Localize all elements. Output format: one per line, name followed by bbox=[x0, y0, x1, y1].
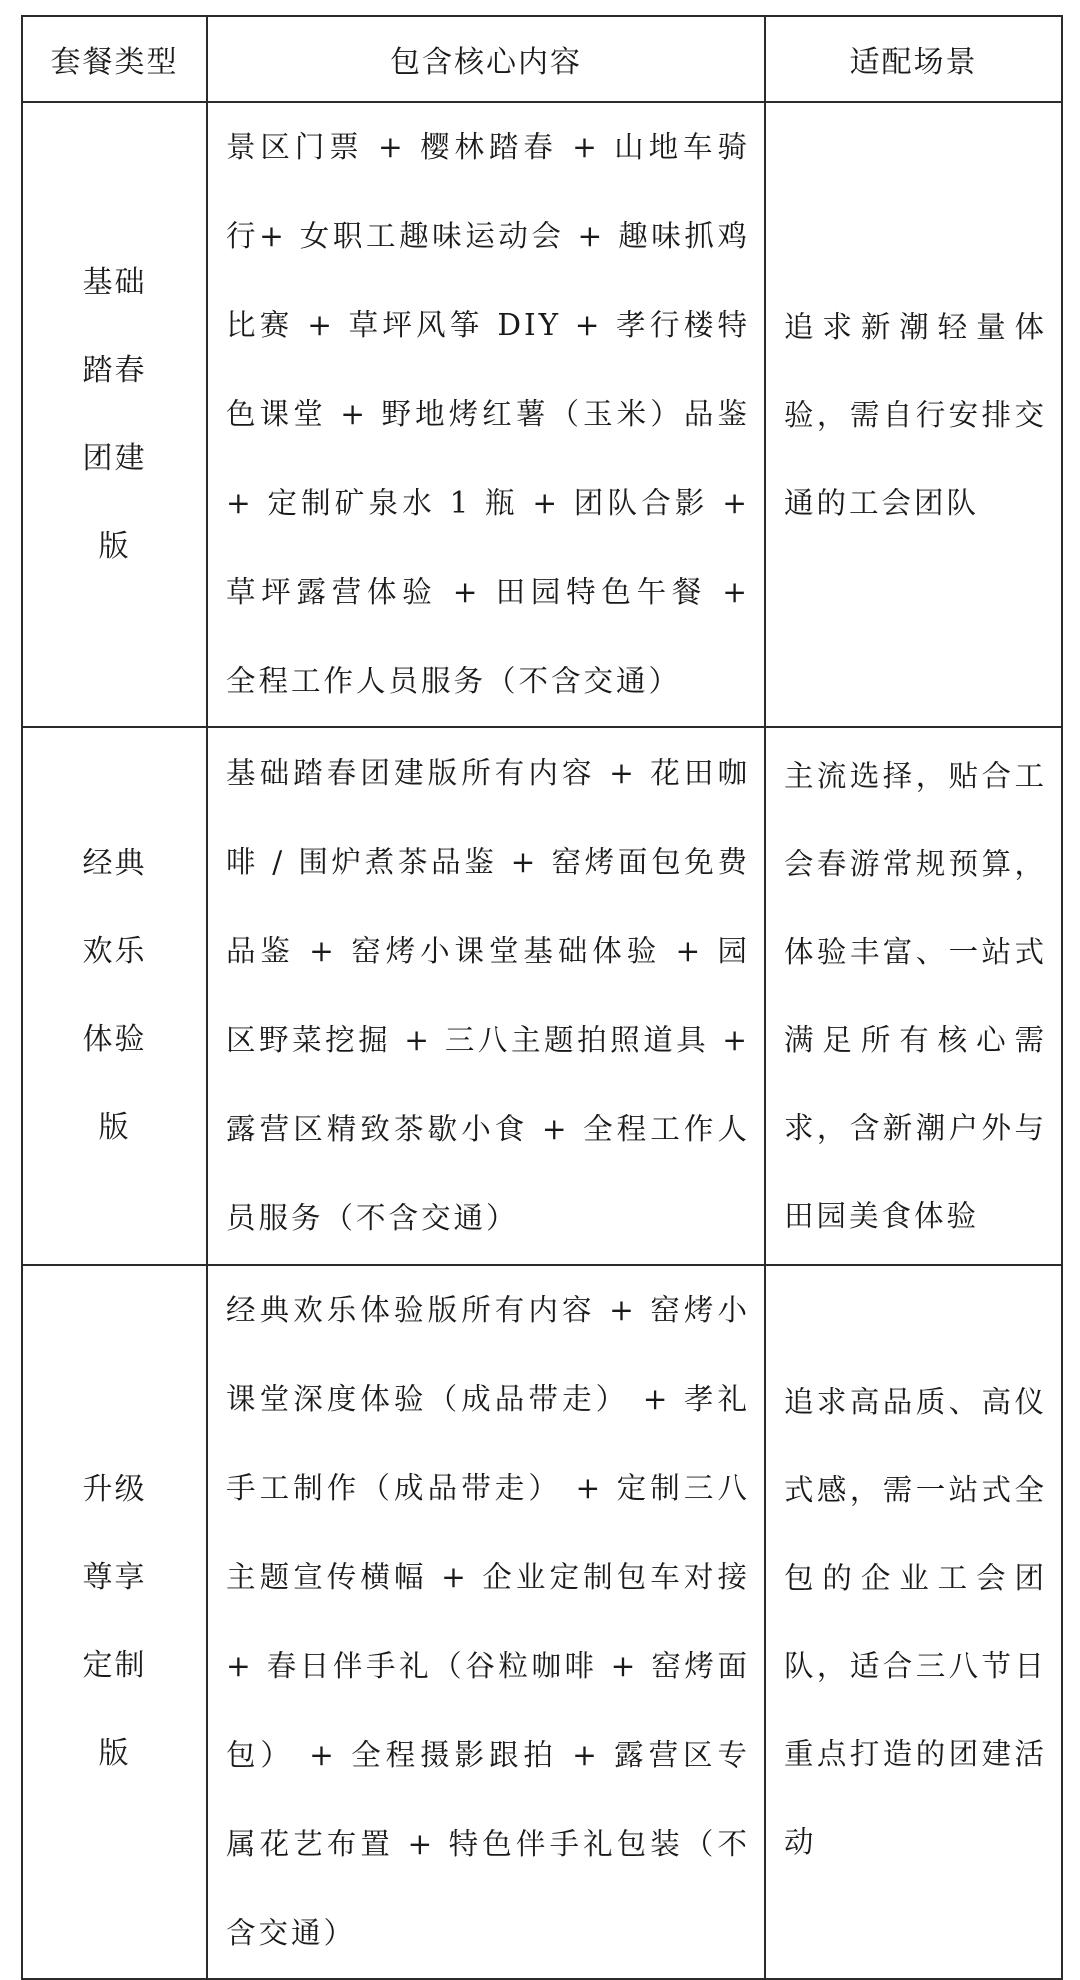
package-type-line: 尊享 bbox=[82, 1560, 147, 1595]
package-type-line: 体验 bbox=[82, 1022, 147, 1057]
table-row bbox=[22, 727, 1062, 1265]
scenario-cell: 追求高品质、高仪式感，需一站式全包的企业工会团队，适合三八节日重点打造的团建活动 bbox=[765, 1265, 1062, 1979]
table-row bbox=[22, 1265, 1062, 1979]
package-type-cell bbox=[22, 102, 207, 727]
package-type-line: 定制 bbox=[82, 1648, 147, 1683]
core-content-cell: 经典欢乐体验版所有内容 + 窑烤小课堂深度体验（成品带走） + 孝礼手工制作（成品带走） + 定制三八主题宣传横幅 + 企业定制包车对接 + 春日伴手礼（谷粒咖啡 + 窑烤面包） + 全程摄影跟拍 + 露营区专属花艺布置 + 特色伴手礼包装（不含交通） bbox=[207, 1265, 765, 1979]
package-type-line: 团建 bbox=[82, 440, 147, 476]
scenario-cell: 追求新潮轻量体验，需自行安排交通的工会团队 bbox=[765, 102, 1062, 727]
scenario-cell: 主流选择，贴合工会春游常规预算，体验丰富、一站式满足所有核心需求，含新潮户外与田园美食体验 bbox=[765, 727, 1062, 1265]
header-core-content: 包含核心内容 bbox=[207, 16, 765, 102]
package-type-line: 版 bbox=[98, 1736, 131, 1771]
package-type-line: 欢乐 bbox=[82, 934, 147, 969]
core-content-cell: 景区门票 + 樱林踏春 + 山地车骑行+ 女职工趣味运动会 + 趣味抓鸡比赛 + 草坪风筝 DIY + 孝行楼特色课堂 + 野地烤红薯（玉米）品鉴 + 定制矿泉水 1 瓶 + 团队合影 + 草坪露营体验 + 田园特色午餐 + 全程工作人员服务（不含交通） bbox=[207, 102, 765, 727]
table-header-row bbox=[22, 16, 1062, 102]
package-table bbox=[21, 15, 1063, 1980]
package-type-cell bbox=[22, 1265, 207, 1979]
package-type-line: 版 bbox=[98, 1110, 131, 1145]
core-content-cell: 基础踏春团建版所有内容 + 花田咖啡 / 围炉煮茶品鉴 + 窑烤面包免费品鉴 + 窑烤小课堂基础体验 + 园区野菜挖掘 + 三八主题拍照道具 + 露营区精致茶歇小食 + 全程工作人员服务（不含交通） bbox=[207, 727, 765, 1265]
package-type-line: 升级 bbox=[82, 1472, 147, 1507]
package-type-line: 版 bbox=[98, 528, 131, 564]
header-scenario: 适配场景 bbox=[765, 16, 1062, 102]
package-type-line: 经典 bbox=[82, 846, 147, 881]
package-type-cell bbox=[22, 727, 207, 1265]
table-row bbox=[22, 102, 1062, 727]
package-type-line: 基础 bbox=[82, 264, 147, 300]
package-type-line: 踏春 bbox=[82, 352, 147, 388]
header-package-type: 套餐类型 bbox=[22, 16, 207, 102]
